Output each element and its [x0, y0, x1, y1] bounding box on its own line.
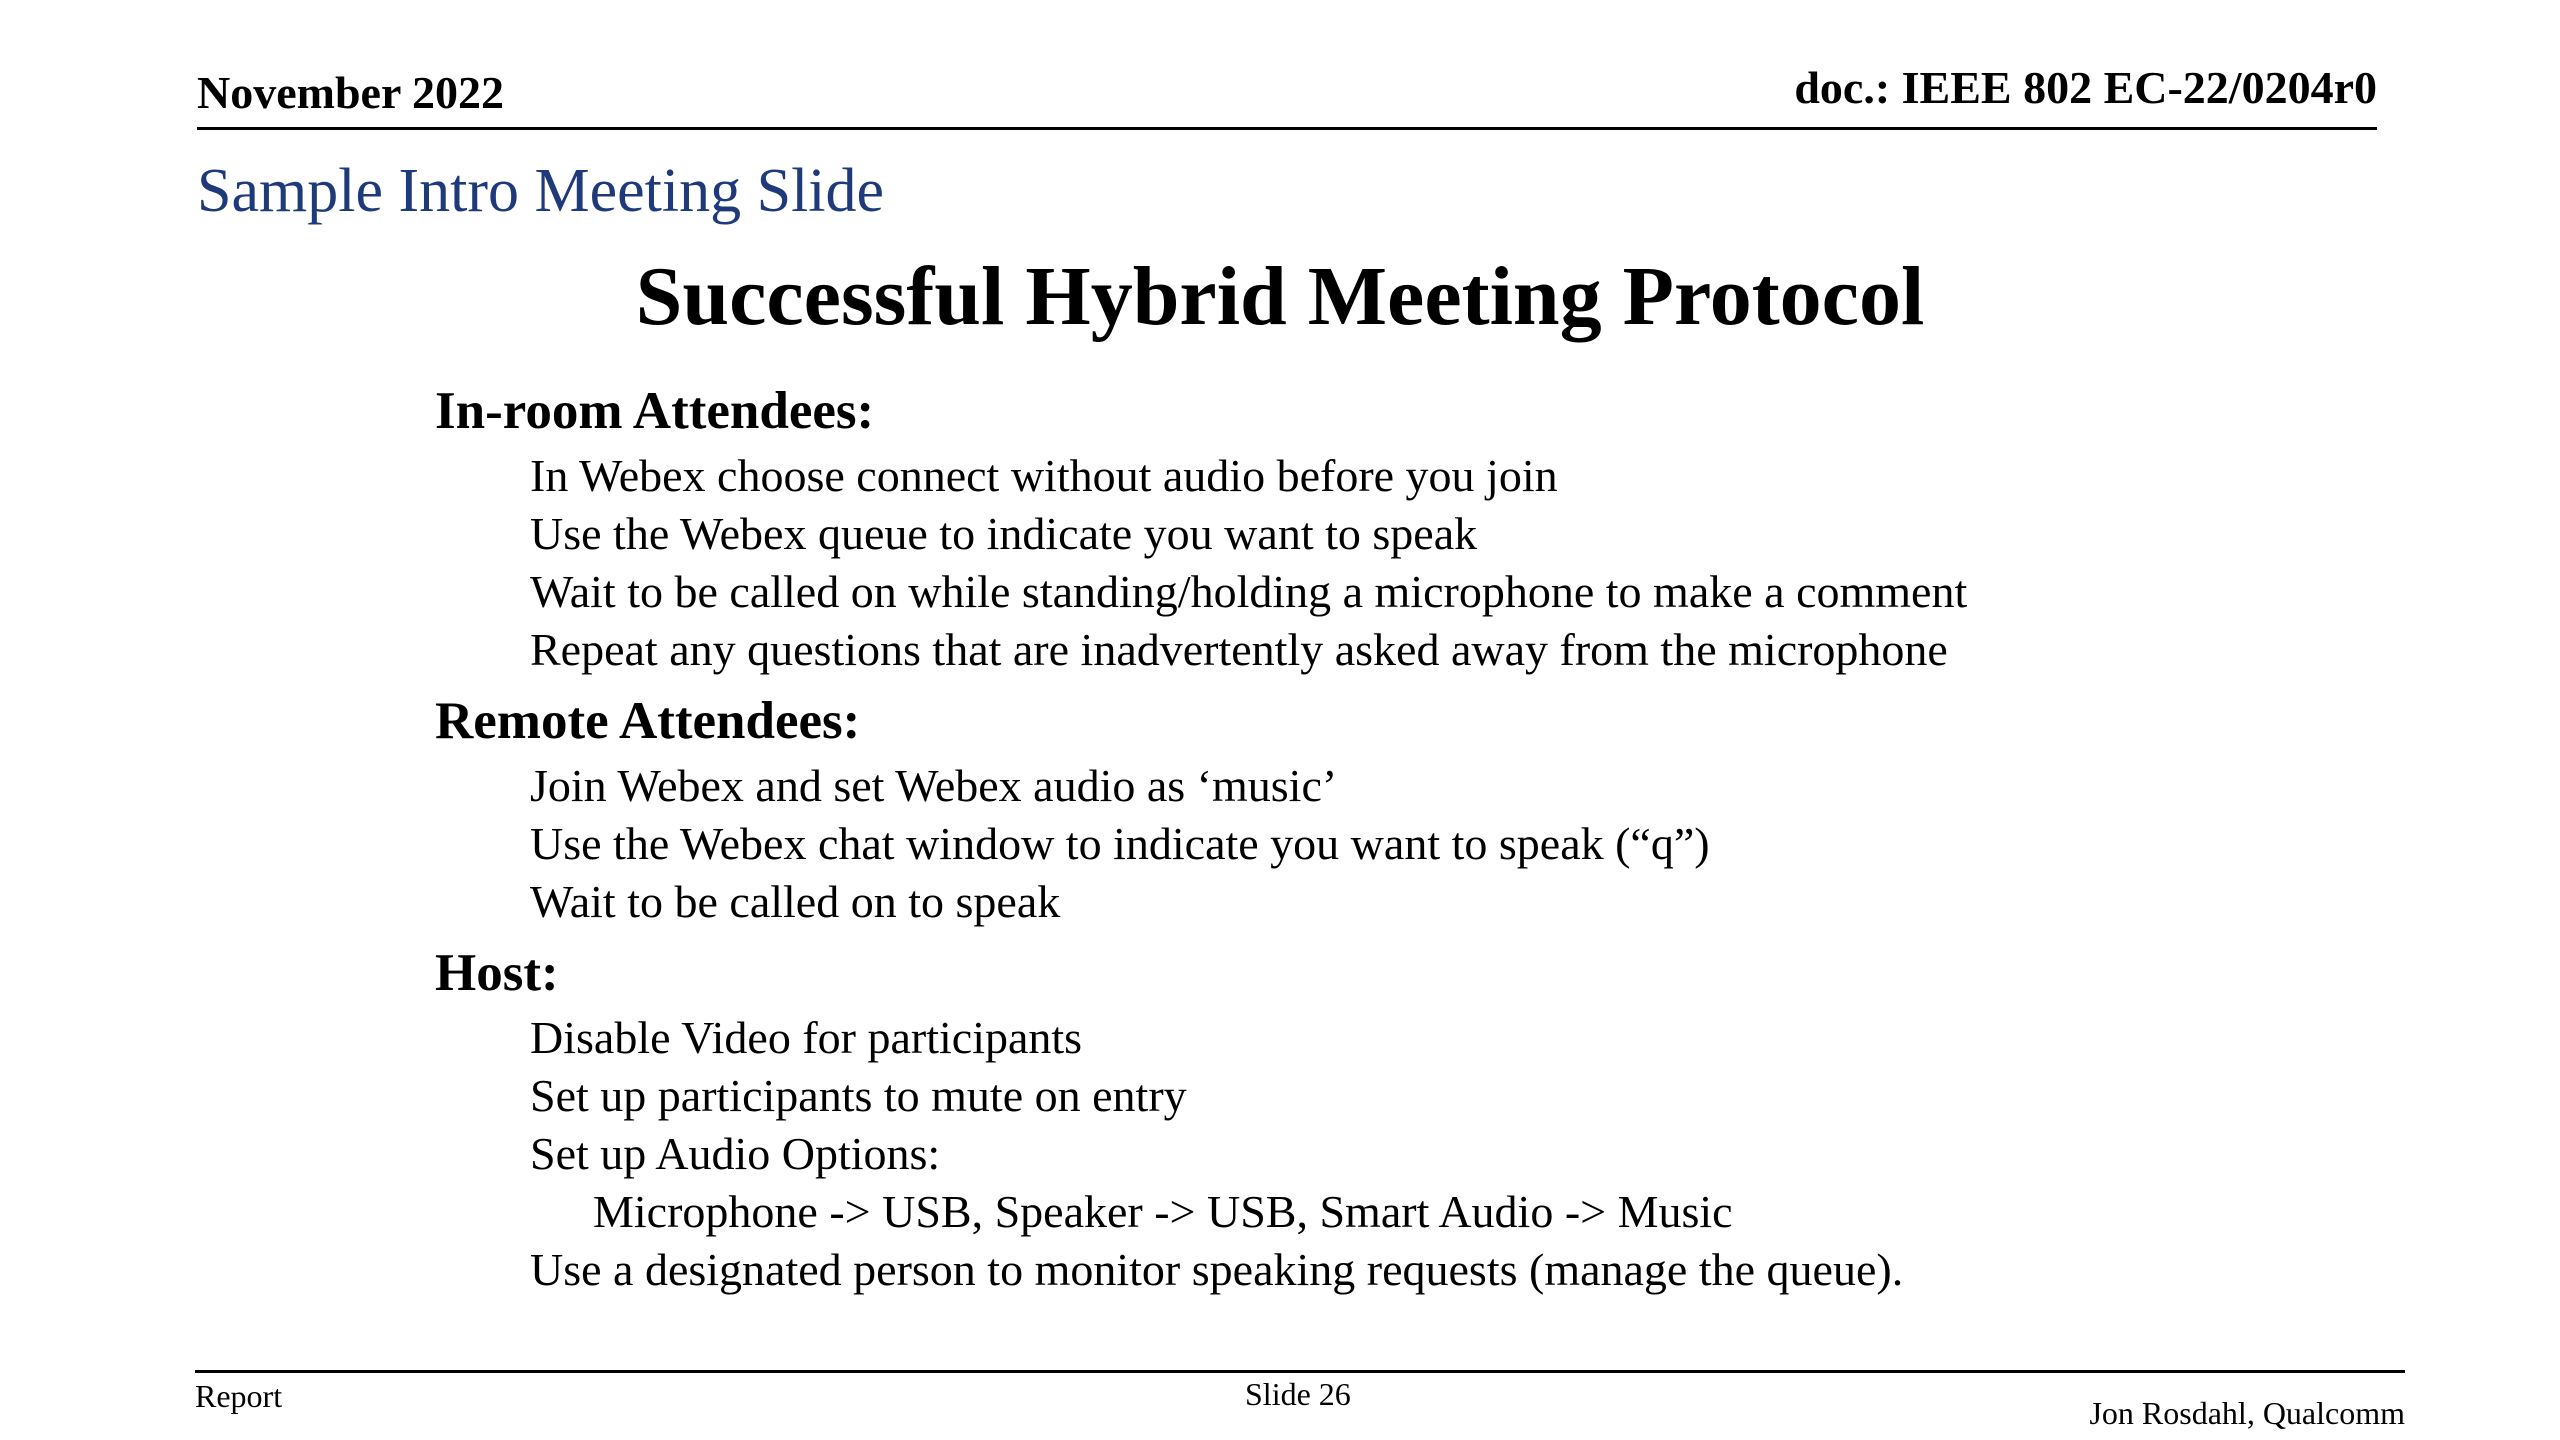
footer-slide-number: Slide 26 — [1245, 1376, 1351, 1412]
footer-report-label: Report — [195, 1378, 283, 1414]
section-host — [435, 944, 1967, 1299]
footer-author: Jon Rosdahl, Qualcomm — [2089, 1395, 2405, 1431]
section-remote-attendees — [435, 692, 1967, 931]
list-item: Set up Audio Options: — [530, 1128, 941, 1179]
list-item: Use the Webex queue to indicate you want to speak — [530, 508, 1478, 559]
list-item: Use the Webex chat window to indicate you want to speak (“q”) — [530, 818, 1710, 869]
list-item: Disable Video for participants — [530, 1012, 1083, 1063]
footer-divider — [195, 1370, 2405, 1373]
header-divider — [197, 127, 2377, 130]
list-item: Wait to be called on while standing/holding a microphone to make a comment — [530, 566, 1968, 617]
header-date: November 2022 — [197, 67, 505, 118]
list-item: Join Webex and set Webex audio as ‘music’ — [530, 760, 1338, 811]
section-in-room-attendees — [435, 382, 1968, 679]
slide-body — [435, 382, 1968, 1299]
list-item: Set up participants to mute on entry — [530, 1070, 1187, 1121]
header-document-id: doc.: IEEE 802 EC-22/0204r0 — [1794, 62, 2377, 113]
list-item: In Webex choose connect without audio before you join — [530, 450, 1558, 501]
slide-title: Successful Hybrid Meeting Protocol — [635, 250, 1925, 343]
list-item: Use a designated person to monitor speaking requests (manage the queue). — [530, 1244, 1904, 1295]
section-heading: Host: — [435, 944, 559, 1002]
list-sub-item: Microphone -> USB, Speaker -> USB, Smart Audio -> Music — [593, 1186, 1733, 1237]
section-heading: Remote Attendees: — [435, 692, 861, 750]
slide-subtitle: Sample Intro Meeting Slide — [197, 157, 885, 225]
list-item: Wait to be called on to speak — [530, 876, 1061, 927]
section-heading: In-room Attendees: — [435, 382, 875, 440]
list-item: Repeat any questions that are inadvertently asked away from the microphone — [530, 624, 1948, 675]
